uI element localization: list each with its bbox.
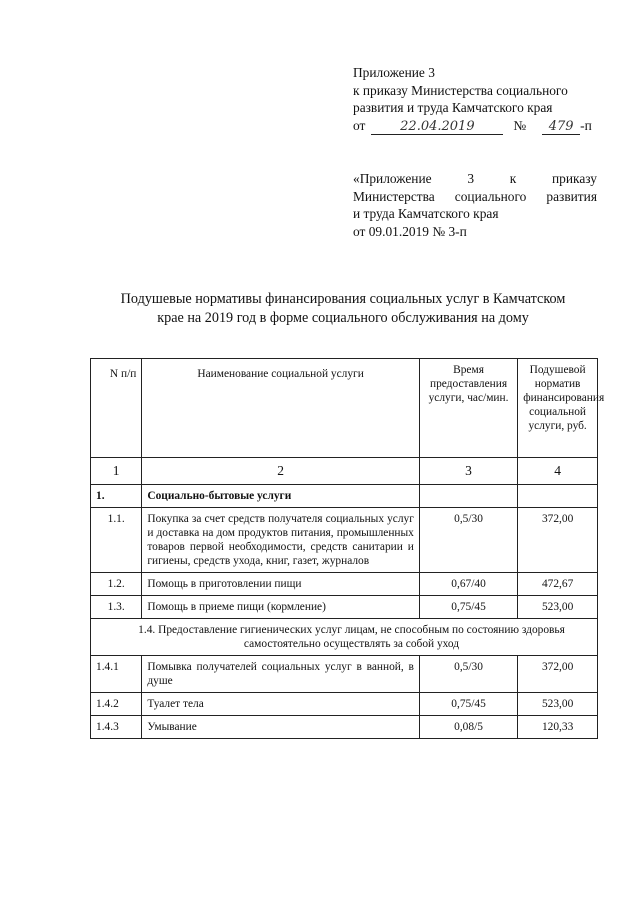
row-time: 0,5/30: [419, 656, 517, 693]
row-cost: 523,00: [518, 596, 598, 619]
section-row: [91, 485, 598, 508]
column-number-row: [91, 458, 598, 485]
column-number: 3: [419, 458, 517, 485]
header-cost: Подушевой норматив финансирования социальной услуги, руб.: [518, 359, 598, 458]
subsection-row: [91, 619, 598, 656]
table-row: [91, 596, 598, 619]
row-cost: 523,00: [518, 693, 598, 716]
column-number: 4: [518, 458, 598, 485]
appendix-title: Приложение 3: [353, 65, 435, 80]
row-time: 0,67/40: [419, 573, 517, 596]
number-sign: №: [513, 117, 527, 133]
row-service-name: Помощь в приеме пищи (кормление): [142, 596, 420, 619]
appendix-line-order: к приказу Министерства социального: [353, 82, 568, 98]
column-number: 2: [142, 458, 420, 485]
previous-appendix-line3: и труда Камчатского края: [353, 206, 499, 221]
row-cost: 372,00: [518, 656, 598, 693]
services-table: [90, 358, 605, 739]
previous-appendix-line4: от 09.01.2019 № 3-п: [353, 223, 467, 239]
row-num: 1.2.: [91, 573, 142, 596]
row-num: 1.1.: [91, 508, 142, 573]
table-row: [91, 716, 598, 739]
column-number: 1: [91, 458, 142, 485]
table-row: [91, 693, 598, 716]
header-service-name: Наименование социальной услуги: [142, 359, 420, 458]
row-time: 0,75/45: [419, 596, 517, 619]
row-service-name: Покупка за счет средств получателя социальных услуг и доставка на дом продуктов питания, промышленных товаров первой необходимости, средств санитарии и гигиены, средств ухода, книг, газет, журналов: [142, 508, 420, 573]
table-row: [91, 508, 598, 573]
header-time: Время предоставления услуги, час/мин.: [419, 359, 517, 458]
row-time: 0,75/45: [419, 693, 517, 716]
row-num: 1.4.2: [91, 693, 142, 716]
previous-appendix-line2: Министерства социального развития: [353, 188, 597, 204]
row-time: 0,5/30: [419, 508, 517, 573]
row-cost: 120,33: [518, 716, 598, 739]
section-num: 1.: [91, 485, 142, 508]
date-prefix: от: [353, 117, 366, 133]
table-row: [91, 656, 598, 693]
appendix-date-line: [353, 117, 598, 135]
row-service-name: Помощь в приготовлении пищи: [142, 573, 420, 596]
handwritten-date: 22.04.2019: [371, 120, 503, 135]
number-suffix: -п: [580, 117, 592, 133]
appendix-header: [353, 64, 598, 135]
previous-appendix: [353, 170, 597, 240]
row-num: 1.3.: [91, 596, 142, 619]
row-time: 0,08/5: [419, 716, 517, 739]
handwritten-number: 479: [542, 120, 580, 135]
subsection-title: 1.4. Предоставление гигиенических услуг лицам, не способным по состоянию здоровья самостоятельно осуществлять за собой уход: [91, 619, 598, 656]
row-num: 1.4.1: [91, 656, 142, 693]
row-num: 1.4.3: [91, 716, 142, 739]
appendix-line-ministry: развития и труда Камчатского края: [353, 100, 553, 115]
row-service-name: Умывание: [142, 716, 420, 739]
table-header-row: [91, 359, 598, 458]
row-service-name: Помывка получателей социальных услуг в ванной, в душе: [142, 656, 420, 693]
section-name: Социально-бытовые услуги: [142, 485, 420, 508]
header-num: N п/п: [91, 359, 142, 458]
previous-appendix-line1: «Приложение 3 к приказу: [353, 171, 597, 186]
row-cost: 372,00: [518, 508, 598, 573]
table-row: [91, 573, 598, 596]
row-cost: 472,67: [518, 573, 598, 596]
document-title: [96, 290, 590, 327]
row-service-name: Туалет тела: [142, 693, 420, 716]
document-title-line1: Подушевые нормативы финансирования социальных услуг в Камчатском: [120, 291, 566, 307]
document-title-line2: крае на 2019 год в форме социального обслуживания на дому: [157, 309, 529, 326]
